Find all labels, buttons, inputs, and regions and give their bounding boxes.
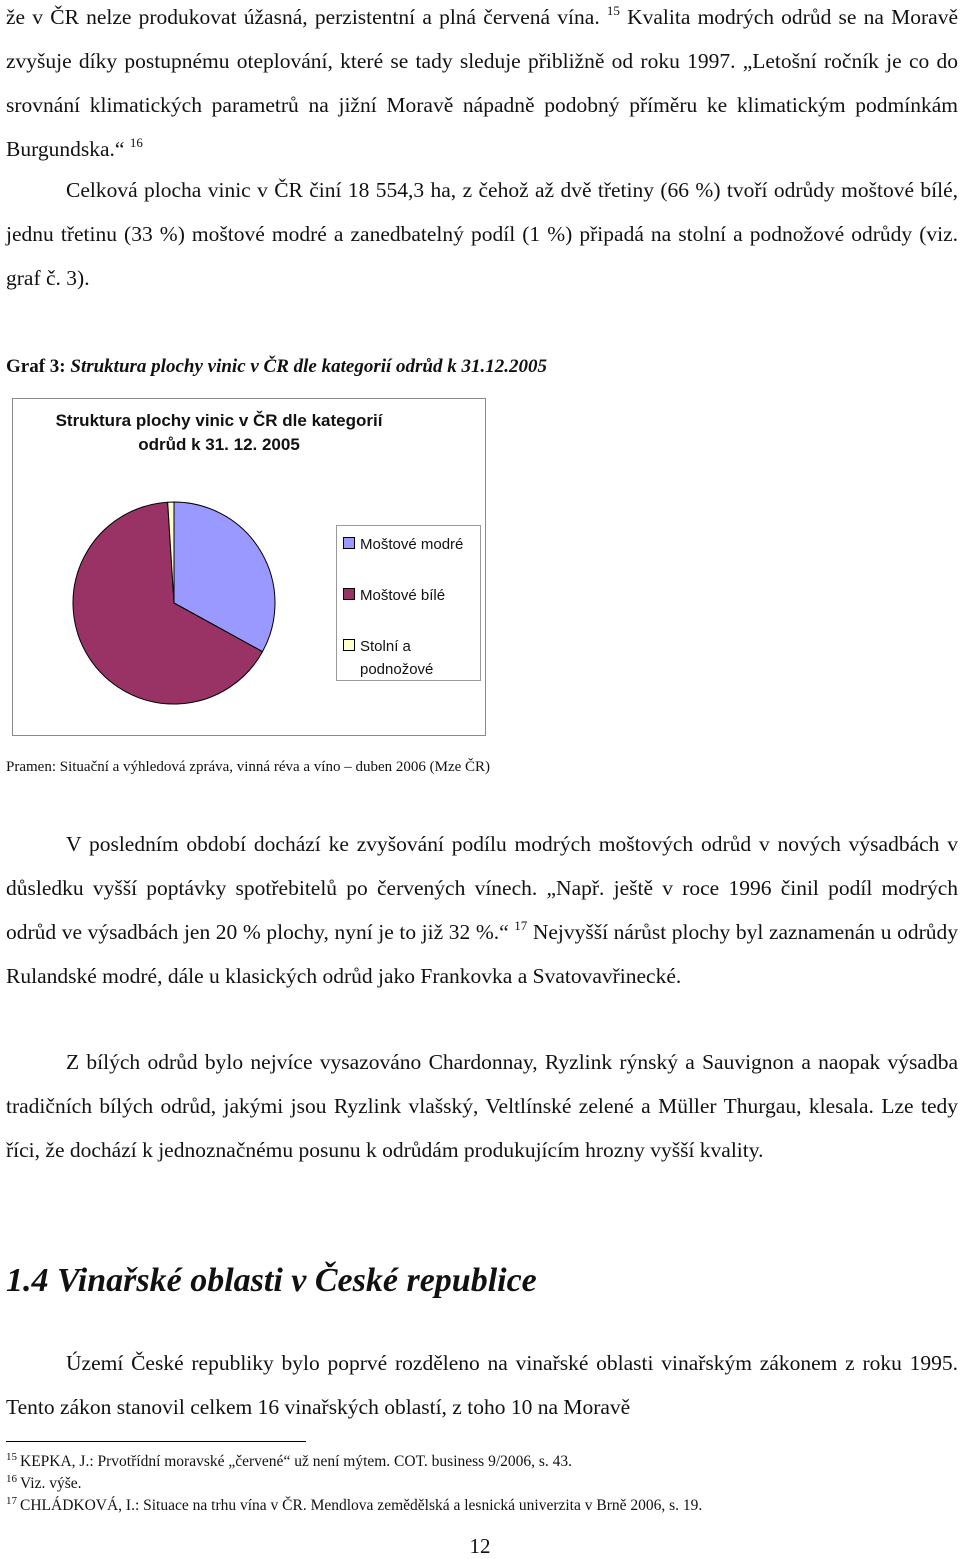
chart-legend: Moštové modré Moštové bílé Stolní a podnožové bbox=[336, 525, 481, 681]
legend-swatch bbox=[343, 639, 355, 651]
pie-chart bbox=[12, 398, 486, 736]
paragraph-wine-regions: Území České republiky bylo poprvé rozděleno na vinařské oblasti vinařským zákonem z roku 1995. Tento zákon stanovil celkem 16 vinařských oblastí, z toho 10 na Moravě bbox=[6, 1351, 958, 1419]
paragraph-blue-varieties: V posledním období dochází ke zvyšování podílu modrých moštových odrůd v nových výsadbách v důsledku vyšší poptávky spotřebitelů po červených vínech. „Např. ještě v roce 1996 činil podíl modrých odrůd ve výsadbách jen 20 % plochy, nyní je to již 32 %.“ $^{17}$ Nejvyšší nárůst plochy byl zaznamenán u odrůdy Rulandské modré, dále u klasických odrůd jako Frankovka a Svatovavřinecké. bbox=[6, 832, 959, 988]
paragraph-intro: že v ČR nelze produkovat úžasná, perzistentní a plná červená vína. $^{15}$ Kvalita modrých odrůd se na Moravě zvyšuje díky postupnému oteplování, které se tady sleduje přibližně od roku 1997. „Letošní ročník je co do srovnání klimatických parametrů na jižní Moravě nápadně podobný příměru ke klimatickým podmínkám Burgundska.“ $^{16}$ bbox=[6, 3, 958, 161]
footnote-ref-15[interactable]: 15 bbox=[606, 3, 620, 18]
footnote-15: $^{15}$ KEPKA, J.: Prvotřídní moravské „červené“ už není mýtem. COT. business 9/2006, s. 43. bbox=[6, 1451, 573, 1470]
footnote-ref-17[interactable]: 17 bbox=[514, 918, 528, 933]
page-number: 12 bbox=[469, 1534, 491, 1558]
footnote-17: $^{17}$ CHLÁDKOVÁ, I.: Situace na trhu vína v ČR. Mendlova zemědělská a lesnická univerzita v Brně 2006, s. 19. bbox=[6, 1495, 703, 1514]
legend-swatch bbox=[343, 537, 355, 549]
chart-title: Struktura plochy vinic v ČR dle kategorií odrůd k 31. 12. 2005 bbox=[55, 411, 383, 454]
footnote-16: $^{16}$ Viz. výše. bbox=[6, 1473, 82, 1492]
figure-caption: Graf 3: Struktura plochy vinic v ČR dle kategorií odrůd k 31.12.2005 bbox=[6, 356, 547, 377]
paragraph-vineyard-area: Celková plocha vinic v ČR činí 18 554,3 ha, z čehož až dvě třetiny (66 %) tvoří odrůdy moštové bílé, jednu třetinu (33 %) moštové modré a zanedbatelný podíl (1 %) připadá na stolní a podnožové odrůdy (viz. graf č. 3). bbox=[6, 178, 958, 290]
footnote-separator bbox=[6, 1441, 306, 1442]
chart-source: Pramen: Situační a výhledová zpráva, vinná réva a víno – duben 2006 (Mze ČR) bbox=[6, 759, 491, 775]
section-heading: 1.4 Vinařské oblasti v České republice bbox=[6, 1262, 537, 1299]
paragraph-white-varieties: Z bílých odrůd bylo nejvíce vysazováno Chardonnay, Ryzlink rýnský a Sauvignon a naopak výsadba tradičních bílých odrůd, jakými jsou Ryzlink vlašský, Veltlínské zelené a Müller Thurgau, klesala. Lze tedy říci, že dochází k jednoznačnému posunu k odrůdám produkujícím hrozny vyšší kvality. bbox=[6, 1050, 958, 1162]
legend-swatch bbox=[343, 588, 355, 600]
footnote-ref-16[interactable]: 16 bbox=[129, 135, 143, 150]
